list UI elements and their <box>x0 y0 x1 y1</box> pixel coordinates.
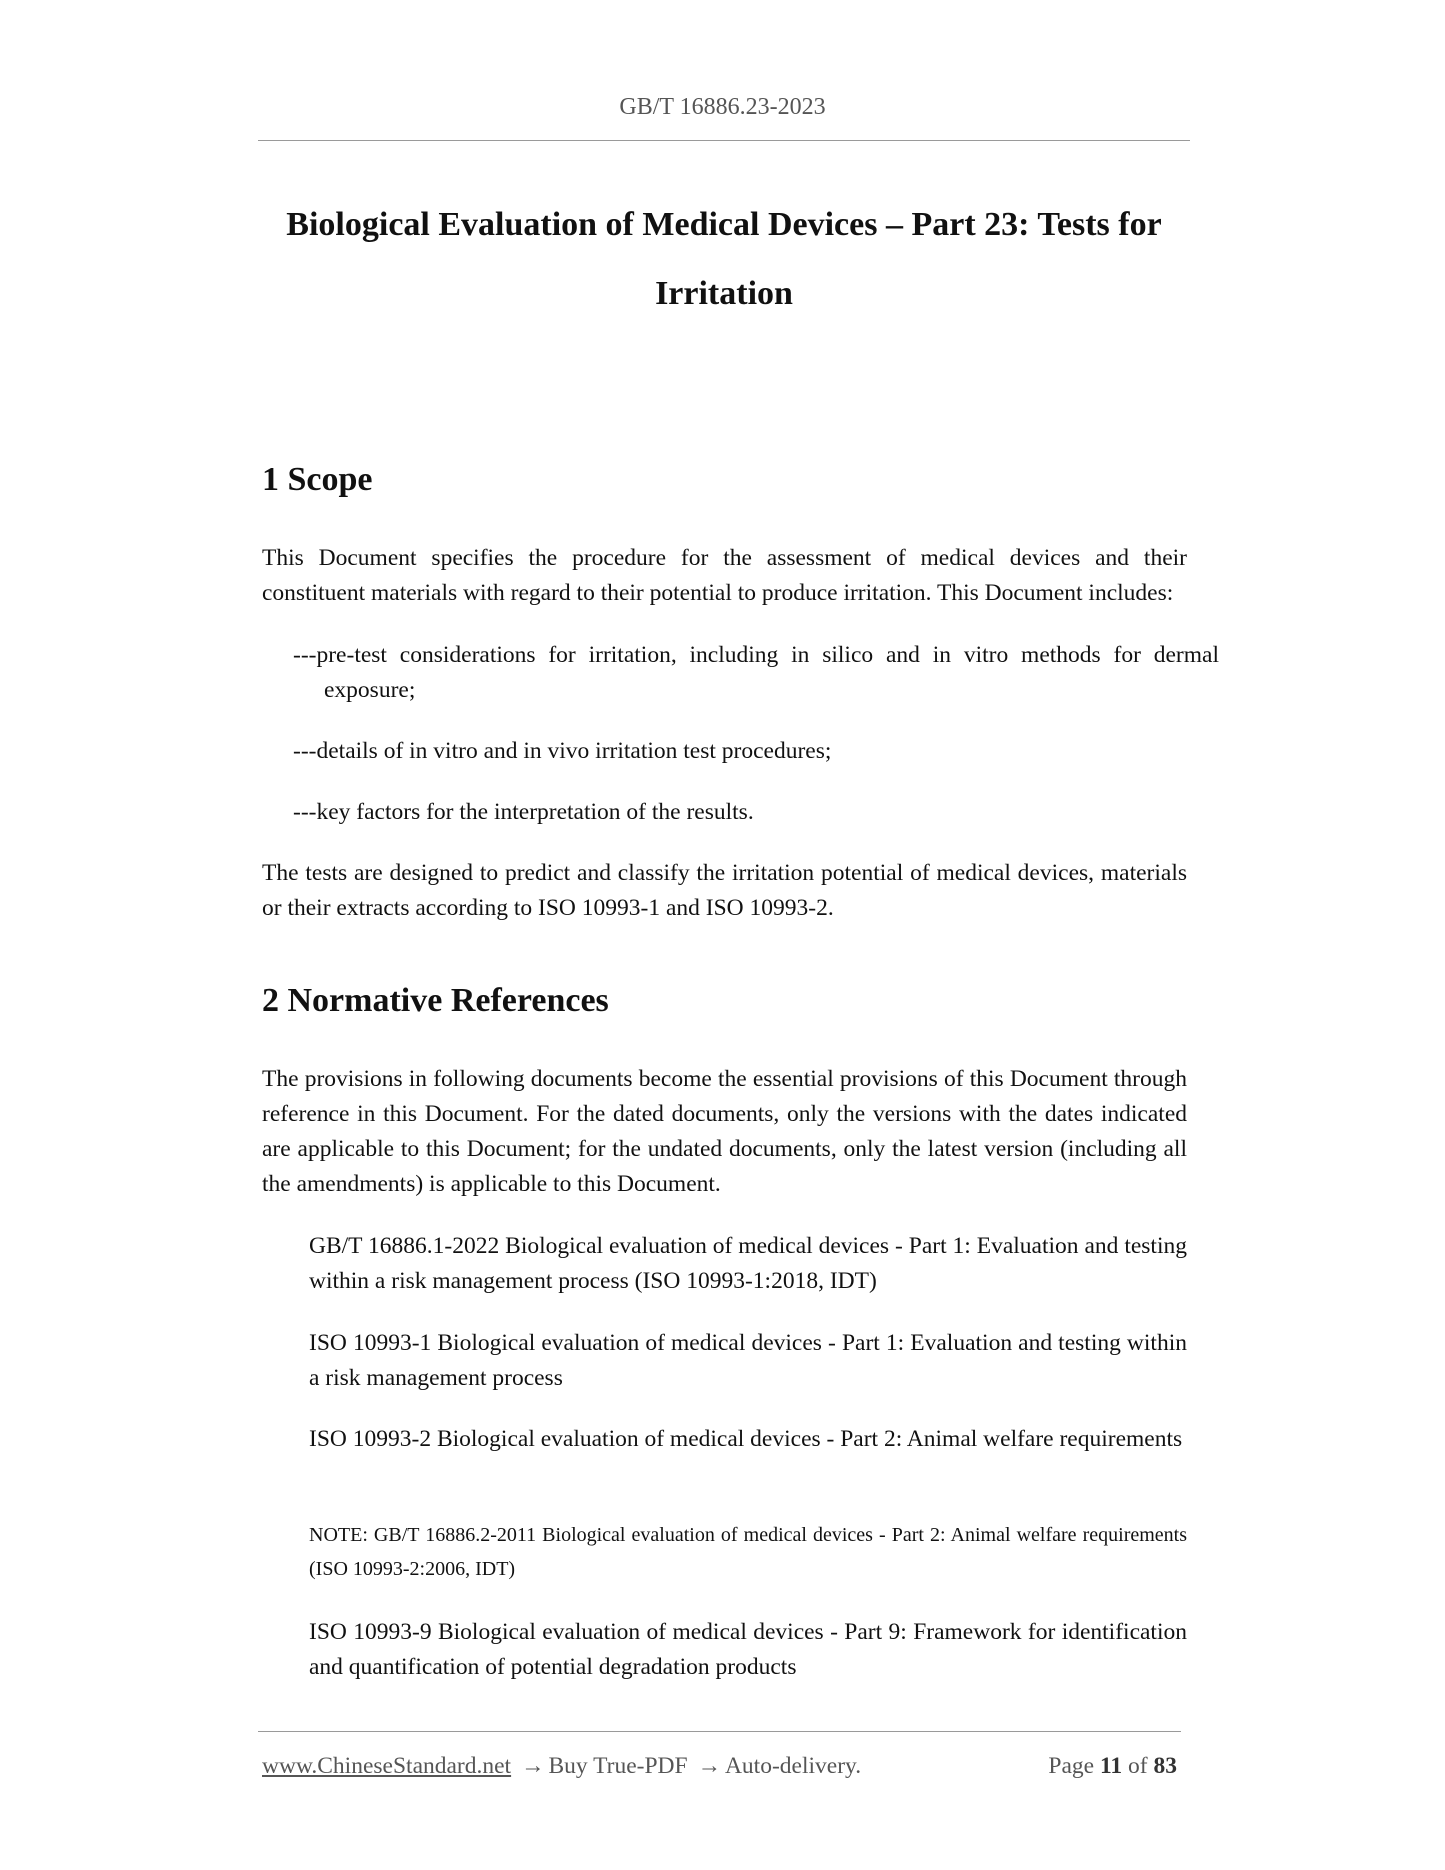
section-1-heading: 1 Scope <box>262 461 373 498</box>
arrow-right-icon: → <box>520 1753 545 1779</box>
scope-closing-paragraph: The tests are designed to predict and classify the irritation potential of medical devices, materials or their extracts according to ISO 10993-1 and ISO 10993-2. <box>262 860 1187 921</box>
reference-item: ISO 10993-9 Biological evaluation of medical devices - Part 9: Framework for identification and quantification of potential degradation products <box>309 1619 1187 1680</box>
scope-bullet-1 <box>293 638 1219 708</box>
header-divider <box>258 140 1190 141</box>
scope-intro-paragraph: This Document specifies the procedure for the assessment of medical devices and their constituent materials with regard to their potential to produce irritation. This Document includes: <box>262 545 1187 606</box>
bullet-text: details of in vitro and in vivo irritation test procedures; <box>316 738 832 764</box>
scope-bullet-3 <box>293 795 1219 830</box>
footer-buy-text: Buy True-PDF <box>548 1753 688 1779</box>
title-line-1: Biological Evaluation of Medical Devices – Part 23: Tests for <box>286 206 1162 243</box>
bullet-dash: --- <box>293 799 317 825</box>
title-line-2: Irritation <box>655 275 793 312</box>
bullet-dash: --- <box>293 738 317 764</box>
references-intro-paragraph: The provisions in following documents become the essential provisions of this Document through reference in this Document. For the dated documents, only the versions with the dates indicated are applicable to this Document; for the undated documents, only the latest version (including all the amendments) is applicable to this Document. <box>262 1066 1187 1197</box>
footer-site-link[interactable]: www.ChineseStandard.net <box>262 1753 512 1779</box>
reference-item: ISO 10993-1 Biological evaluation of medical devices - Part 1: Evaluation and testing within a risk management process <box>309 1330 1187 1391</box>
reference-item: GB/T 16886.1-2022 Biological evaluation of medical devices - Part 1: Evaluation and testing within a risk management process (ISO 10993-1:2018, IDT) <box>309 1233 1187 1294</box>
reference-item: ISO 10993-2 Biological evaluation of medical devices - Part 2: Animal welfare requirements <box>309 1426 1183 1452</box>
page-footer <box>262 1750 1182 1782</box>
bullet-text: key factors for the interpretation of the results. <box>316 799 754 825</box>
document-title <box>258 190 1190 328</box>
scope-bullet-2 <box>293 734 1219 769</box>
header-standard-code: GB/T 16886.23-2023 <box>619 94 826 120</box>
of-label: of <box>1128 1753 1148 1779</box>
footer-delivery-text: Auto-delivery. <box>724 1753 862 1779</box>
page-number: 11 <box>1099 1753 1123 1779</box>
page-total: 83 <box>1153 1753 1177 1779</box>
reference-note: NOTE: GB/T 16886.2-2011 Biological evaluation of medical devices - Part 2: Animal welfare requirements (ISO 10993-2:2006, IDT) <box>309 1524 1187 1580</box>
page-indicator <box>1048 1750 1177 1782</box>
arrow-right-icon: → <box>697 1753 721 1779</box>
page-label: Page <box>1048 1753 1095 1779</box>
footer-divider <box>258 1731 1181 1732</box>
bullet-dash: --- <box>293 642 317 668</box>
bullet-text: pre-test considerations for irritation, including in silico and in vitro methods for dermal exposure; <box>316 642 1219 703</box>
section-2-heading: 2 Normative References <box>262 982 609 1019</box>
